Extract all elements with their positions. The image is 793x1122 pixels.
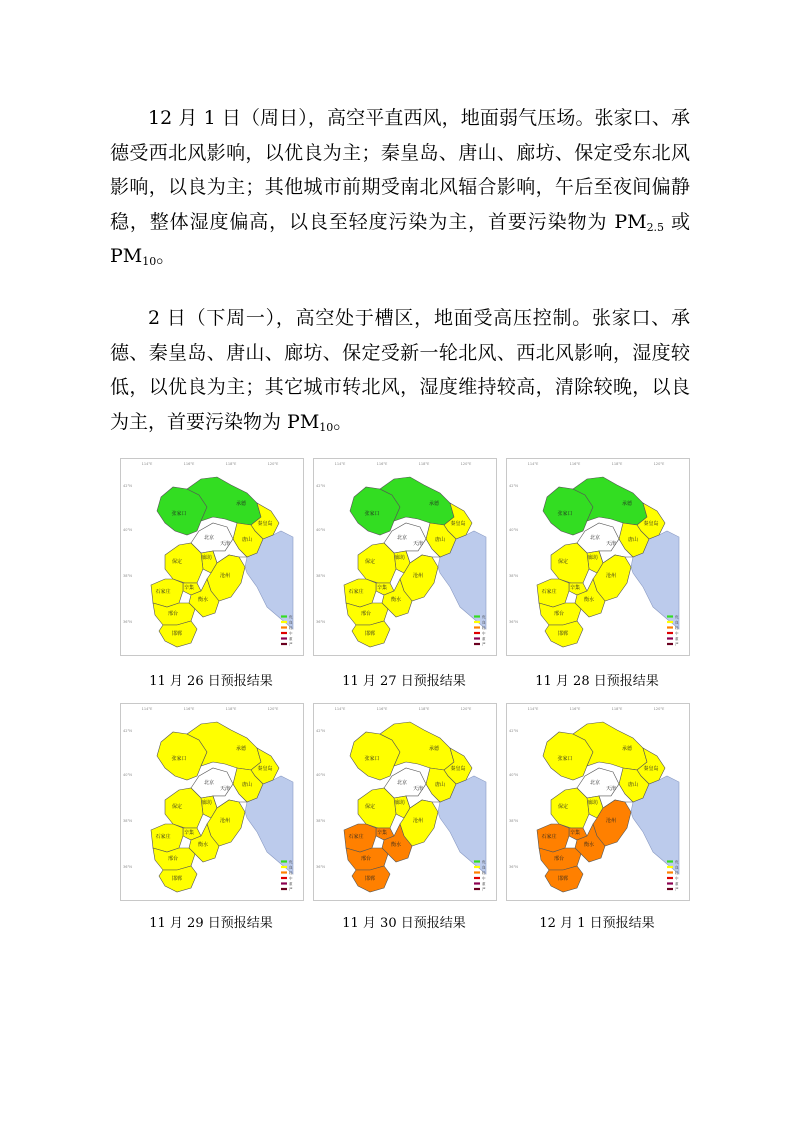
legend-label-moderate: 中 bbox=[675, 876, 679, 881]
city-label-cangzhou: 沧州 bbox=[412, 818, 424, 824]
city-label-xinji: 辛集 bbox=[183, 830, 195, 836]
city-label-langfang: 廊坊 bbox=[201, 800, 213, 806]
legend-swatch-light bbox=[667, 626, 673, 628]
latitude-tick-label: 42°N bbox=[123, 484, 132, 488]
legend-label-heavy: 重 bbox=[482, 636, 486, 641]
legend-swatch-heavy bbox=[667, 637, 673, 639]
city-label-tianjin: 天津 bbox=[605, 786, 617, 792]
map-caption-2: 11 月 27 日预报结果 bbox=[342, 674, 466, 689]
legend-swatch-light bbox=[281, 626, 287, 628]
latitude-tick-label: 40°N bbox=[509, 528, 518, 532]
latitude-tick-label: 38°N bbox=[123, 819, 132, 823]
latitude-tick-label: 42°N bbox=[316, 484, 325, 488]
legend-swatch-severe bbox=[281, 643, 287, 645]
longitude-tick-label: 114°E bbox=[527, 707, 539, 711]
longitude-tick-label: 116°E bbox=[183, 707, 195, 711]
latitude-tick-label: 40°N bbox=[123, 773, 132, 777]
city-label-hengshui: 衡水 bbox=[390, 597, 402, 603]
forecast-map-3 bbox=[506, 458, 690, 656]
city-label-qinhuangdao: 秦皇岛 bbox=[643, 766, 659, 772]
city-label-shijiazhuang: 石家庄 bbox=[541, 834, 557, 840]
legend-label-good: 良 bbox=[289, 865, 293, 870]
legend-label-excellent: 优 bbox=[675, 614, 679, 619]
city-label-tianjin: 天津 bbox=[605, 541, 617, 547]
region-baoding bbox=[551, 788, 589, 828]
city-label-hengshui: 衡水 bbox=[390, 842, 402, 848]
latitude-tick-label: 38°N bbox=[509, 819, 518, 823]
city-label-hengshui: 衡水 bbox=[197, 597, 209, 603]
legend-swatch-good bbox=[474, 866, 480, 868]
city-label-chengde: 承德 bbox=[621, 746, 633, 752]
city-label-xinji: 辛集 bbox=[376, 585, 388, 591]
legend-swatch-moderate bbox=[474, 877, 480, 879]
map-caption-6: 12 月 1 日预报结果 bbox=[539, 916, 655, 931]
legend-label-light: 轻 bbox=[675, 625, 679, 630]
legend-label-light: 轻 bbox=[482, 870, 486, 875]
p1-pm10: $PM_{10}$ bbox=[110, 245, 157, 268]
city-label-baoding: 保定 bbox=[364, 559, 376, 565]
city-label-zhangjiakou: 张家口 bbox=[557, 756, 573, 762]
latitude-tick-label: 38°N bbox=[509, 574, 518, 578]
city-label-zhangjiakou: 张家口 bbox=[557, 511, 573, 517]
city-label-baoding: 保定 bbox=[171, 804, 183, 810]
legend-swatch-severe bbox=[667, 643, 673, 645]
city-label-langfang: 廊坊 bbox=[201, 555, 213, 561]
city-label-tangshan: 唐山 bbox=[434, 782, 446, 788]
longitude-tick-label: 118°E bbox=[418, 707, 430, 711]
city-label-handan: 邯郸 bbox=[557, 876, 569, 882]
city-label-shijiazhuang: 石家庄 bbox=[155, 589, 171, 595]
map-svg-1 bbox=[121, 459, 303, 655]
latitude-tick-label: 36°N bbox=[509, 865, 518, 869]
city-label-langfang: 廊坊 bbox=[394, 800, 406, 806]
region-baoding bbox=[358, 543, 396, 583]
legend-label-light: 轻 bbox=[675, 870, 679, 875]
city-label-beijing: 北京 bbox=[396, 535, 408, 541]
longitude-tick-label: 114°E bbox=[141, 707, 153, 711]
region-baoding bbox=[551, 543, 589, 583]
legend-label-severe: 严 bbox=[675, 642, 679, 647]
legend-swatch-severe bbox=[667, 888, 673, 890]
city-label-shijiazhuang: 石家庄 bbox=[348, 834, 364, 840]
legend-swatch-light bbox=[667, 871, 673, 873]
city-label-langfang: 廊坊 bbox=[587, 555, 599, 561]
legend-swatch-excellent bbox=[281, 860, 287, 862]
city-label-zhangjiakou: 张家口 bbox=[364, 511, 380, 517]
map-caption-1: 11 月 26 日预报结果 bbox=[149, 674, 273, 689]
city-label-qinhuangdao: 秦皇岛 bbox=[257, 521, 273, 527]
latitude-tick-label: 42°N bbox=[123, 729, 132, 733]
city-label-tianjin: 天津 bbox=[412, 541, 424, 547]
city-label-tianjin: 天津 bbox=[412, 786, 424, 792]
legend-label-moderate: 中 bbox=[289, 631, 293, 636]
legend-swatch-severe bbox=[281, 888, 287, 890]
latitude-tick-label: 38°N bbox=[123, 574, 132, 578]
longitude-tick-label: 114°E bbox=[334, 707, 346, 711]
legend-swatch-moderate bbox=[667, 632, 673, 634]
legend-label-light: 轻 bbox=[289, 625, 293, 630]
legend-swatch-heavy bbox=[474, 882, 480, 884]
city-label-xingtai: 邢台 bbox=[167, 856, 179, 862]
legend-label-good: 良 bbox=[482, 865, 486, 870]
forecast-map-5 bbox=[313, 703, 497, 901]
legend-label-severe: 严 bbox=[675, 887, 679, 892]
latitude-tick-label: 36°N bbox=[316, 620, 325, 624]
legend-label-severe: 严 bbox=[482, 642, 486, 647]
legend-label-good: 良 bbox=[675, 620, 679, 625]
latitude-tick-label: 38°N bbox=[316, 819, 325, 823]
legend-label-heavy: 重 bbox=[289, 636, 293, 641]
legend-swatch-good bbox=[474, 621, 480, 623]
map-caption-3: 11 月 28 日预报结果 bbox=[535, 674, 659, 689]
latitude-tick-label: 38°N bbox=[316, 574, 325, 578]
city-label-qinhuangdao: 秦皇岛 bbox=[643, 521, 659, 527]
city-label-qinhuangdao: 秦皇岛 bbox=[257, 766, 273, 772]
p1-text: 12 月 1 日（周日），高空平直西风，地面弱气压场。张家口、承德受西北风影响，以优良为主；秦皇岛、唐山、廊坊、保定受东北风影响，以良为主；其他城市前期受南北风辐合影响，午后至夜间偏静稳，整体湿度偏高，以良至轻度污染为主，首要污染物为 bbox=[110, 107, 690, 233]
city-label-baoding: 保定 bbox=[557, 804, 569, 810]
city-label-langfang: 廊坊 bbox=[394, 555, 406, 561]
city-label-hengshui: 衡水 bbox=[583, 597, 595, 603]
longitude-tick-label: 120°E bbox=[653, 707, 665, 711]
legend-swatch-heavy bbox=[667, 882, 673, 884]
latitude-tick-label: 36°N bbox=[509, 620, 518, 624]
city-label-xingtai: 邢台 bbox=[553, 611, 565, 617]
longitude-tick-label: 118°E bbox=[225, 462, 237, 466]
legend-label-moderate: 中 bbox=[482, 631, 486, 636]
city-label-xinji: 辛集 bbox=[569, 585, 581, 591]
map-svg-5 bbox=[314, 704, 496, 900]
legend-label-light: 轻 bbox=[289, 870, 293, 875]
legend-swatch-good bbox=[667, 866, 673, 868]
paragraph-dec-2 bbox=[110, 301, 690, 439]
longitude-tick-label: 120°E bbox=[460, 462, 472, 466]
city-label-handan: 邯郸 bbox=[171, 876, 183, 882]
longitude-tick-label: 114°E bbox=[334, 462, 346, 466]
legend-label-severe: 严 bbox=[289, 887, 293, 892]
legend-label-severe: 严 bbox=[289, 642, 293, 647]
legend-swatch-moderate bbox=[667, 877, 673, 879]
legend-label-good: 良 bbox=[675, 865, 679, 870]
legend-swatch-excellent bbox=[281, 615, 287, 617]
longitude-tick-label: 118°E bbox=[418, 462, 430, 466]
region-baoding bbox=[165, 788, 203, 828]
city-label-baoding: 保定 bbox=[557, 559, 569, 565]
legend-label-light: 轻 bbox=[482, 625, 486, 630]
legend-swatch-good bbox=[281, 866, 287, 868]
city-label-shijiazhuang: 石家庄 bbox=[541, 589, 557, 595]
legend-swatch-severe bbox=[474, 888, 480, 890]
city-label-chengde: 承德 bbox=[621, 501, 633, 507]
forecast-map-4 bbox=[120, 703, 304, 901]
latitude-tick-label: 40°N bbox=[509, 773, 518, 777]
longitude-tick-label: 120°E bbox=[267, 462, 279, 466]
longitude-tick-label: 116°E bbox=[569, 462, 581, 466]
city-label-zhangjiakou: 张家口 bbox=[364, 756, 380, 762]
city-label-handan: 邯郸 bbox=[557, 631, 569, 637]
city-label-tangshan: 唐山 bbox=[627, 537, 639, 543]
city-label-beijing: 北京 bbox=[203, 780, 215, 786]
longitude-tick-label: 114°E bbox=[527, 462, 539, 466]
map-svg-4 bbox=[121, 704, 303, 900]
latitude-tick-label: 36°N bbox=[316, 865, 325, 869]
region-baoding bbox=[358, 788, 396, 828]
city-label-tangshan: 唐山 bbox=[241, 537, 253, 543]
longitude-tick-label: 114°E bbox=[141, 462, 153, 466]
latitude-tick-label: 42°N bbox=[316, 729, 325, 733]
city-label-cangzhou: 沧州 bbox=[605, 818, 617, 824]
city-label-beijing: 北京 bbox=[589, 780, 601, 786]
legend-swatch-good bbox=[667, 621, 673, 623]
legend-label-moderate: 中 bbox=[482, 876, 486, 881]
city-label-xingtai: 邢台 bbox=[167, 611, 179, 617]
p2-end: 。 bbox=[333, 410, 353, 433]
forecast-map-1 bbox=[120, 458, 304, 656]
city-label-cangzhou: 沧州 bbox=[219, 818, 231, 824]
longitude-tick-label: 120°E bbox=[653, 462, 665, 466]
city-label-xingtai: 邢台 bbox=[360, 856, 372, 862]
forecast-map-2 bbox=[313, 458, 497, 656]
city-label-beijing: 北京 bbox=[203, 535, 215, 541]
legend-swatch-severe bbox=[474, 643, 480, 645]
legend-label-good: 良 bbox=[289, 620, 293, 625]
legend-swatch-heavy bbox=[281, 637, 287, 639]
city-label-tianjin: 天津 bbox=[219, 541, 231, 547]
map-caption-4: 11 月 29 日预报结果 bbox=[149, 916, 273, 931]
city-label-xinji: 辛集 bbox=[183, 585, 195, 591]
city-label-qinhuangdao: 秦皇岛 bbox=[450, 766, 466, 772]
city-label-handan: 邯郸 bbox=[364, 631, 376, 637]
p1-pm25: $PM_{2.5}$ bbox=[614, 210, 665, 234]
legend-label-heavy: 重 bbox=[482, 881, 486, 886]
legend-swatch-light bbox=[474, 871, 480, 873]
legend-swatch-moderate bbox=[474, 632, 480, 634]
legend-swatch-moderate bbox=[281, 632, 287, 634]
map-svg-2 bbox=[314, 459, 496, 655]
latitude-tick-label: 40°N bbox=[316, 773, 325, 777]
city-label-tangshan: 唐山 bbox=[241, 782, 253, 788]
legend-label-moderate: 中 bbox=[675, 631, 679, 636]
city-label-shijiazhuang: 石家庄 bbox=[155, 834, 171, 840]
city-label-xingtai: 邢台 bbox=[553, 856, 565, 862]
longitude-tick-label: 116°E bbox=[376, 707, 388, 711]
longitude-tick-label: 116°E bbox=[376, 462, 388, 466]
city-label-chengde: 承德 bbox=[235, 746, 247, 752]
longitude-tick-label: 116°E bbox=[569, 707, 581, 711]
p2-pm10: $PM_{10}$ bbox=[287, 410, 334, 434]
city-label-langfang: 廊坊 bbox=[587, 800, 599, 806]
city-label-qinhuangdao: 秦皇岛 bbox=[450, 521, 466, 527]
city-label-tianjin: 天津 bbox=[219, 786, 231, 792]
legend-swatch-excellent bbox=[667, 615, 673, 617]
legend-label-heavy: 重 bbox=[289, 881, 293, 886]
latitude-tick-label: 40°N bbox=[123, 528, 132, 532]
legend-label-good: 良 bbox=[482, 620, 486, 625]
city-label-beijing: 北京 bbox=[396, 780, 408, 786]
legend-swatch-heavy bbox=[281, 882, 287, 884]
city-label-zhangjiakou: 张家口 bbox=[171, 756, 187, 762]
city-label-hengshui: 衡水 bbox=[197, 842, 209, 848]
legend-swatch-light bbox=[474, 626, 480, 628]
city-label-chengde: 承德 bbox=[428, 746, 440, 752]
p1-or: 或 bbox=[664, 210, 690, 233]
longitude-tick-label: 120°E bbox=[267, 707, 279, 711]
legend-label-heavy: 重 bbox=[675, 636, 679, 641]
city-label-baoding: 保定 bbox=[171, 559, 183, 565]
latitude-tick-label: 36°N bbox=[123, 865, 132, 869]
longitude-tick-label: 118°E bbox=[611, 462, 623, 466]
latitude-tick-label: 40°N bbox=[316, 528, 325, 532]
map-svg-6 bbox=[507, 704, 689, 900]
city-label-xinji: 辛集 bbox=[376, 830, 388, 836]
city-label-tangshan: 唐山 bbox=[434, 537, 446, 543]
city-label-xinji: 辛集 bbox=[569, 830, 581, 836]
city-label-baoding: 保定 bbox=[364, 804, 376, 810]
forecast-map-6 bbox=[506, 703, 690, 901]
legend-swatch-heavy bbox=[474, 637, 480, 639]
longitude-tick-label: 118°E bbox=[225, 707, 237, 711]
latitude-tick-label: 42°N bbox=[509, 484, 518, 488]
p2-text: 2 日（下周一），高空处于槽区，地面受高压控制。张家口、承德、秦皇岛、唐山、廊坊、保定受新一轮北风、西北风影响，湿度较低，以优良为主；其它城市转北风，湿度维持较高，清除较晚，以良为主，首要污染物为 bbox=[110, 307, 690, 433]
legend-swatch-good bbox=[281, 621, 287, 623]
latitude-tick-label: 36°N bbox=[123, 620, 132, 624]
p1-end: 。 bbox=[156, 245, 176, 267]
paragraph-dec-1 bbox=[110, 101, 690, 274]
legend-swatch-excellent bbox=[474, 615, 480, 617]
city-label-xingtai: 邢台 bbox=[360, 611, 372, 617]
legend-label-moderate: 中 bbox=[289, 876, 293, 881]
city-label-cangzhou: 沧州 bbox=[412, 573, 424, 579]
legend-label-excellent: 优 bbox=[482, 614, 486, 619]
longitude-tick-label: 120°E bbox=[460, 707, 472, 711]
map-caption-5: 11 月 30 日预报结果 bbox=[342, 916, 466, 931]
legend-label-severe: 严 bbox=[482, 887, 486, 892]
legend-swatch-excellent bbox=[667, 860, 673, 862]
city-label-chengde: 承德 bbox=[428, 501, 440, 507]
legend-label-excellent: 优 bbox=[482, 859, 486, 864]
city-label-cangzhou: 沧州 bbox=[605, 573, 617, 579]
city-label-cangzhou: 沧州 bbox=[219, 573, 231, 579]
legend-label-heavy: 重 bbox=[675, 881, 679, 886]
legend-label-excellent: 优 bbox=[289, 859, 293, 864]
map-svg-3 bbox=[507, 459, 689, 655]
city-label-chengde: 承德 bbox=[235, 501, 247, 507]
longitude-tick-label: 116°E bbox=[183, 462, 195, 466]
city-label-hengshui: 衡水 bbox=[583, 842, 595, 848]
city-label-zhangjiakou: 张家口 bbox=[171, 511, 187, 517]
latitude-tick-label: 42°N bbox=[509, 729, 518, 733]
city-label-shijiazhuang: 石家庄 bbox=[348, 589, 364, 595]
city-label-beijing: 北京 bbox=[589, 535, 601, 541]
longitude-tick-label: 118°E bbox=[611, 707, 623, 711]
legend-swatch-excellent bbox=[474, 860, 480, 862]
legend-label-excellent: 优 bbox=[675, 859, 679, 864]
legend-label-excellent: 优 bbox=[289, 614, 293, 619]
region-baoding bbox=[165, 543, 203, 583]
city-label-tangshan: 唐山 bbox=[627, 782, 639, 788]
legend-swatch-light bbox=[281, 871, 287, 873]
city-label-handan: 邯郸 bbox=[364, 876, 376, 882]
legend-swatch-moderate bbox=[281, 877, 287, 879]
city-label-handan: 邯郸 bbox=[171, 631, 183, 637]
